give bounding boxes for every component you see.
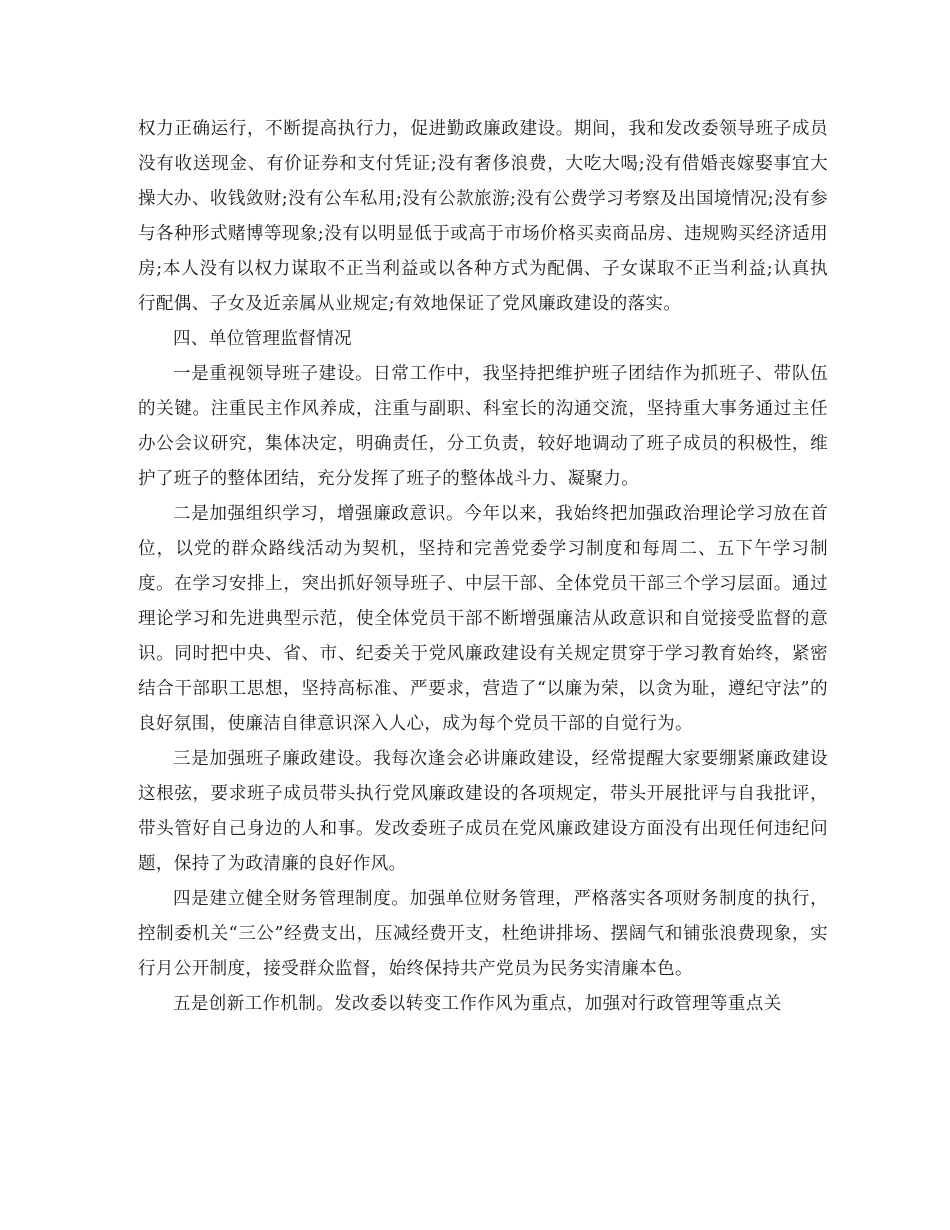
document-body — [138, 112, 828, 1022]
paragraph-continuation: 权力正确运行，不断提高执行力，促进勤政廉政建设。期间，我和发改委领导班子成员没有收送现金、有价证券和支付凭证;没有奢侈浪费，大吃大喝;没有借婚丧嫁娶事宜大操大办、收钱敛财;没有公车私用;没有公款旅游;没有公费学习考察及出国境情况;没有参与各种形式赌博等现象;没有以明显低于或高于市场价格买卖商品房、违规购买经济适用房;本人没有以权力谋取不正当利益或以各种方式为配偶、子女谋取不正当利益;认真执行配偶、子女及近亲属从业规定;有效地保证了党风廉政建设的落实。 — [138, 119, 828, 314]
paragraph-leadership: 一是重视领导班子建设。日常工作中，我坚持把维护班子团结作为抓班子、带队伍的关键。注重民主作风养成，注重与副职、科室长的沟通交流，坚持重大事务通过主任办公会议研究，集体决定，明确责任，分工负责，较好地调动了班子成员的积极性，维护了班子的整体团结，充分发挥了班子的整体战斗力、凝聚力。 — [138, 364, 828, 489]
paragraph-study: 二是加强组织学习，增强廉政意识。今年以来，我始终把加强政治理论学习放在首位，以党的群众路线活动为契机，坚持和完善党委学习制度和每周二、五下午学习制度。在学习安排上，突出抓好领导班子、中层干部、全体党员干部三个学习层面。通过理论学习和先进典型示范，使全体党员干部不断增强廉洁从政意识和自觉接受监督的意识。同时把中央、省、市、纪委关于党风廉政建设有关规定贯穿于学习教育始终，紧密结合干部职工思想，坚持高标准、严要求，营造了“以廉为荣，以贪为耻，遵纪守法”的良好氛围，使廉洁自律意识深入人心，成为每个党员干部的自觉行为。 — [138, 504, 828, 734]
paragraph-integrity: 三是加强班子廉政建设。我每次逢会必讲廉政建设，经常提醒大家要绷紧廉政建设这根弦，要求班子成员带头执行党风廉政建设的各项规定，带头开展批评与自我批评，带头管好自己身边的人和事。发改委班子成员在党风廉政建设方面没有出现任何违纪问题，保持了为政清廉的良好作风。 — [138, 749, 828, 874]
paragraph-mechanism: 五是创新工作机制。发改委以转变工作作风为重点，加强对行政管理等重点关 — [173, 994, 782, 1014]
paragraph-finance: 四是建立健全财务管理制度。加强单位财务管理，严格落实各项财务制度的执行，控制委机关“三公”经费支出，压减经费开支，杜绝讲排场、摆阔气和铺张浪费现象，实行月公开制度，接受群众监督，始终保持共产党员为民务实清廉本色。 — [138, 889, 828, 979]
section-heading: 四、单位管理监督情况 — [173, 329, 352, 349]
